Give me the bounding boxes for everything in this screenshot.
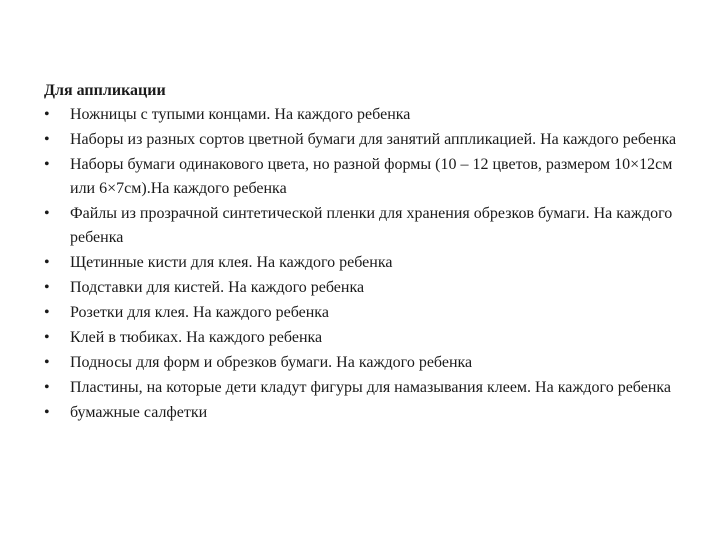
list-item — [44, 301, 684, 325]
list-item — [44, 153, 684, 201]
list-item-text: Наборы бумаги одинакового цвета, но разной формы (10 – 12 цветов, размером 10×12см или 6×7см).На каждого ребенка — [70, 156, 673, 197]
list-item-text: бумажные салфетки — [70, 404, 208, 421]
bullet-icon: • — [44, 279, 50, 296]
list-item — [44, 202, 684, 250]
slide-content — [44, 79, 684, 426]
list-item — [44, 326, 684, 350]
list-item-text: Розетки для клея. На каждого ребенка — [70, 304, 329, 321]
bullet-icon: • — [44, 205, 50, 222]
bullet-icon: • — [44, 131, 50, 148]
list-item — [44, 251, 684, 275]
section-heading: Для аппликации — [44, 82, 166, 99]
list-item — [44, 376, 684, 400]
bullet-icon: • — [44, 379, 50, 396]
list-item-text: Наборы из разных сортов цветной бумаги для занятий аппликацией. На каждого ребенка — [70, 131, 677, 148]
bullet-icon: • — [44, 404, 50, 421]
list-item-text: Клей в тюбиках. На каждого ребенка — [70, 329, 323, 346]
bullet-icon: • — [44, 354, 50, 371]
bullet-icon: • — [44, 156, 50, 173]
list-item-text: Подносы для форм и обрезков бумаги. На каждого ребенка — [70, 354, 473, 371]
materials-list — [44, 103, 684, 425]
list-item-text: Файлы из прозрачной синтетической пленки для хранения обрезков бумаги. На каждого ребенка — [70, 205, 673, 246]
bullet-icon: • — [44, 329, 50, 346]
list-item-text: Подставки для кистей. На каждого ребенка — [70, 279, 365, 296]
list-item-text: Щетинные кисти для клея. На каждого ребенка — [70, 254, 393, 271]
list-item — [44, 103, 684, 127]
bullet-icon: • — [44, 106, 50, 123]
list-item-text: Пластины, на которые дети кладут фигуры для намазывания клеем. На каждого ребенка — [70, 379, 672, 396]
bullet-icon: • — [44, 304, 50, 321]
bullet-icon: • — [44, 254, 50, 271]
list-item-text: Ножницы с тупыми концами. На каждого ребенка — [70, 106, 411, 123]
list-item — [44, 128, 684, 152]
list-item — [44, 401, 684, 425]
list-item — [44, 351, 684, 375]
list-item — [44, 276, 684, 300]
